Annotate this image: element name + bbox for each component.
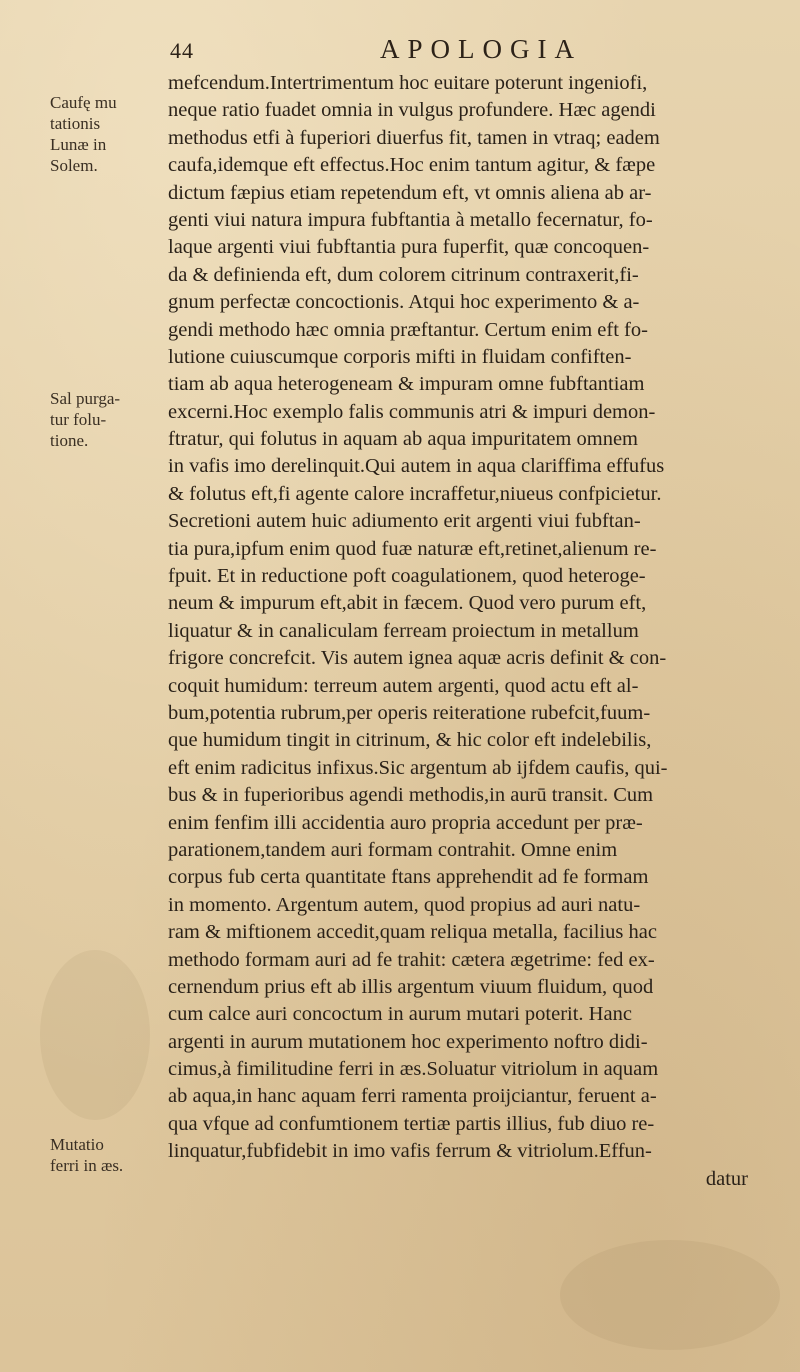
text-line: excerni.Hoc exemplo falis communis atri & impuri demon- <box>168 400 656 423</box>
text-line: corpus fub certa quantitate ftans apprehendit ad fe formam <box>168 866 649 889</box>
text-line: enim fenfim illi accidentia auro propria accedunt per præ- <box>168 811 643 834</box>
text-line: que humidum tingit in citrinum, & hic color eft indelebilis, <box>168 729 652 752</box>
text-line: gnum perfectæ concoctionis. Atqui hoc experimento & a- <box>168 291 640 314</box>
body-text <box>168 70 778 1193</box>
text-line: coquit humidum: terreum autem argenti, quod actu eft al- <box>168 674 639 697</box>
text-line: qua vfque ad confumtionem tertiæ partis illius, fub diuo re- <box>168 1112 655 1135</box>
margin-note-iron-to-copper <box>50 1134 162 1176</box>
page-header <box>0 32 800 68</box>
text-line: Secretioni autem huic adiumento erit argenti viui fubftan- <box>168 510 641 533</box>
text-line: laque argenti viui fubftantia pura fuperfit, quæ concoquen- <box>168 236 650 259</box>
text-line: cum calce auri concoctum in aurum mutari poterit. Hanc <box>168 1003 632 1026</box>
text-line: mefcendum.Intertrimentum hoc euitare poterunt ingeniofi, <box>168 72 648 94</box>
margin-note-salt-purified <box>50 388 162 451</box>
text-line: ram & miftionem accedit,quam reliqua metalla, facilius hac <box>168 921 657 944</box>
text-line: in momento. Argentum autem, quod propius ad auri natu- <box>168 893 641 916</box>
text-line: ab aqua,in hanc aquam ferri ramenta proijciantur, feruent a- <box>168 1085 657 1108</box>
text-line: cimus,à fimilitudine ferri in æs.Soluatur vitriolum in aquam <box>168 1058 659 1081</box>
margin-note-line: tione. <box>50 431 89 450</box>
text-line: gendi methodo hæc omnia præftantur. Certum enim eft fo- <box>168 318 648 341</box>
text-line: genti viui natura impura fubftantia à metallo fecernatur, fo- <box>168 208 653 231</box>
text-line: tiam ab aqua heterogeneam & impuram omne fubftantiam <box>168 373 645 396</box>
text-line: methodus etfi à fuperiori diuerfus fit, tamen in vtraq; eadem <box>168 126 660 149</box>
text-line: eft enim radicitus infixus.Sic argentum ab ijfdem caufis, qui- <box>168 756 668 779</box>
margin-note-line: tationis <box>50 114 101 133</box>
text-line: linquatur,fubfidebit in imo vafis ferrum & vitriolum.Effun- <box>168 1140 652 1163</box>
text-line: liquatur & in canaliculam ferream proiectum in metallum <box>168 619 639 642</box>
text-line: ftratur, qui folutus in aquam ab aqua impuritatem omnem <box>168 428 638 451</box>
paper-stain <box>40 950 150 1120</box>
margin-note-line: Mutatio <box>50 1135 104 1154</box>
running-title: APOLOGIA <box>380 34 582 64</box>
text-line: neum & impurum eft,abit in fæcem. Quod vero purum eft, <box>168 592 647 615</box>
margin-note-line: tur folu- <box>50 410 107 429</box>
text-line: bum,potentia rubrum,per operis reiteratione rubefcit,fuum- <box>168 701 651 724</box>
text-line: argenti in aurum mutationem hoc experimento noftro didi- <box>168 1030 648 1053</box>
text-line: parationem,tandem auri formam contrahit. Omne enim <box>168 838 618 861</box>
text-line: methodo formam auri ad fe trahit: cætera ægetrime: fed ex- <box>168 948 655 971</box>
margin-note-line: ferri in æs. <box>50 1156 124 1175</box>
text-line: frigore concrefcit. Vis autem ignea aquæ acris definit & con- <box>168 647 667 670</box>
paper-stain <box>560 1240 780 1350</box>
margin-note-line: Sal purga- <box>50 389 121 408</box>
margin-note-line: Caufę mu <box>50 93 117 112</box>
text-line: da & definienda eft, dum colorem citrinum contraxerit,fi- <box>168 263 639 286</box>
text-line: dictum fæpius etiam repetendum eft, vt omnis aliena ab ar- <box>168 181 652 204</box>
text-line: fpuit. Et in reductione poft coagulationem, quod heteroge- <box>168 565 646 588</box>
margin-note-line: Solem. <box>50 156 98 175</box>
text-line: in vafis imo derelinquit.Qui autem in aqua clariffima effufus <box>168 455 665 478</box>
text-line: & folutus eft,fi agente calore incraffetur,niueus confpicietur. <box>168 482 662 505</box>
text-line: lutione cuiuscumque corporis mifti in fluidam confiften- <box>168 345 632 368</box>
text-line: datur <box>705 1167 748 1190</box>
text-line: caufa,idemque eft effectus.Hoc enim tantum agitur, & fæpe <box>168 154 656 177</box>
margin-note-line: Lunæ in <box>50 135 107 154</box>
text-line: bus & in fuperioribus agendi methodis,in aurū transit. Cum <box>168 784 654 807</box>
page-number: 44 <box>170 38 194 63</box>
text-line: cernendum prius eft ab illis argentum viuum fluidum, quod <box>168 975 654 998</box>
text-line: neque ratio fuadet omnia in vulgus profundere. Hæc agendi <box>168 99 656 122</box>
text-line: tia pura,ipfum enim quod fuæ naturæ eft,retinet,alienum re- <box>168 537 657 560</box>
margin-note-causes-of-mutation <box>50 92 162 176</box>
